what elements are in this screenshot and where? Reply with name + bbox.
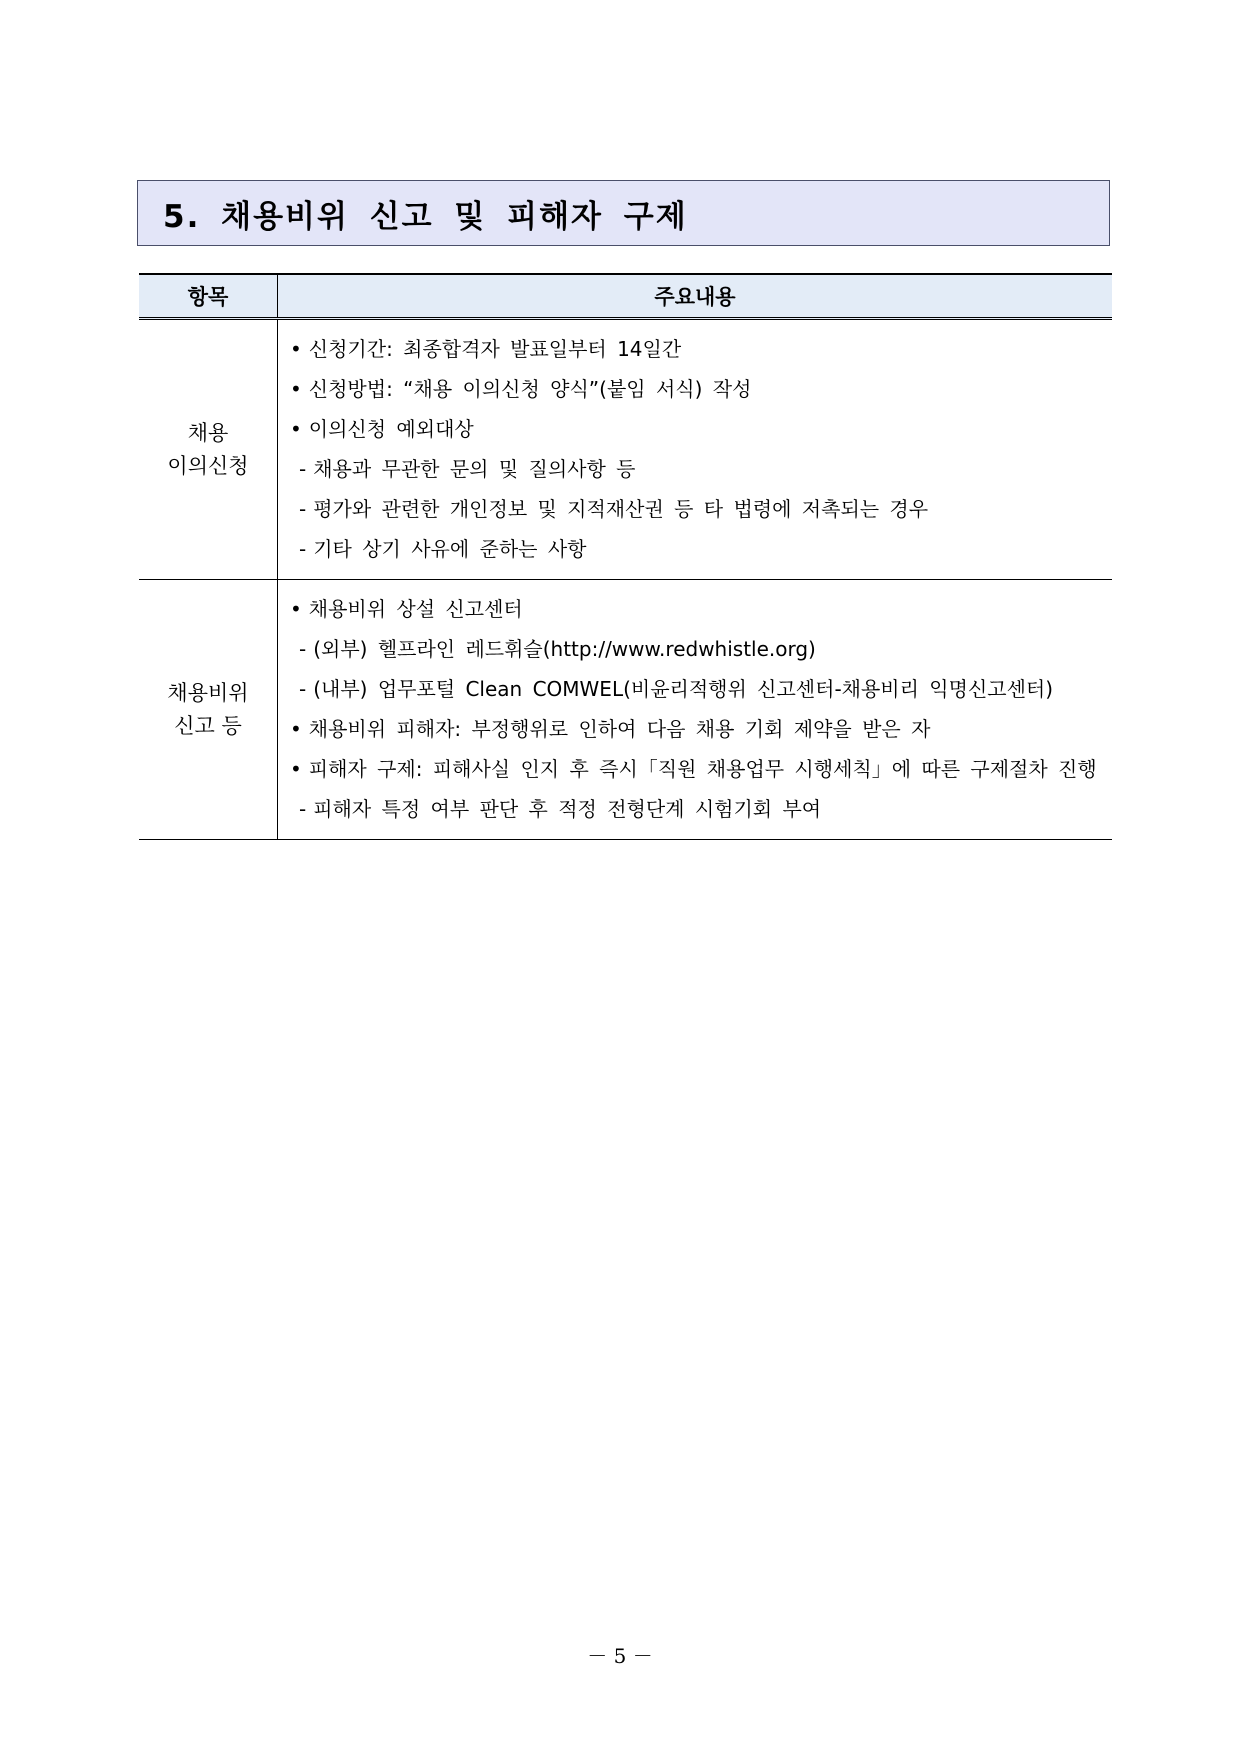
- list-item: [278, 369, 1112, 409]
- list-item-text: 신청기간: 최종합격자 발표일부터 14일간: [308, 337, 682, 361]
- section-heading-box: [137, 180, 1110, 246]
- section-title: 5. 채용비위 신고 및 피해자 구제: [163, 198, 688, 235]
- dash-marker: -: [299, 537, 307, 561]
- sub-list-item: [278, 449, 1112, 489]
- dash-marker: -: [299, 457, 307, 481]
- row-content: [278, 580, 1113, 840]
- table-row: [139, 319, 1112, 580]
- bullet-marker: •: [290, 377, 302, 401]
- list-item: [278, 329, 1112, 369]
- table-row: [139, 580, 1112, 840]
- sub-list-item-text: (내부) 업무포털 Clean COMWEL(비윤리적행위 신고센터-채용비리 익명신고센터): [313, 677, 1054, 701]
- header-content: 주요내용: [278, 274, 1113, 319]
- dash-marker: -: [299, 797, 307, 821]
- dash-marker: -: [299, 677, 307, 701]
- row-content: [278, 319, 1113, 580]
- list-item: [278, 589, 1112, 629]
- sub-list-item-text: 기타 상기 사유에 준하는 사항: [313, 537, 587, 561]
- sub-list-item: [278, 529, 1112, 569]
- row-label: [139, 580, 278, 840]
- list-item: [278, 749, 1112, 789]
- page-number: － 5 －: [587, 1644, 653, 1668]
- sub-list-item-text: (외부) 헬프라인 레드휘슬(http://www.redwhistle.org): [313, 637, 816, 661]
- sub-list-item-text: 채용과 무관한 문의 및 질의사항 등: [313, 457, 636, 481]
- bullet-marker: •: [290, 757, 302, 781]
- dash-marker: -: [299, 637, 307, 661]
- list-item-text: 채용비위 피해자: 부정행위로 인하여 다음 채용 기회 제약을 받은 자: [308, 717, 931, 741]
- sub-list-item-text: 평가와 관련한 개인정보 및 지적재산권 등 타 법령에 저촉되는 경우: [313, 497, 929, 521]
- table-header-row: [139, 274, 1112, 319]
- row-label-line: 채용비위: [167, 680, 249, 705]
- sub-list-item: [278, 789, 1112, 829]
- dash-marker: -: [299, 497, 307, 521]
- list-item: [278, 409, 1112, 449]
- row-label-line: 이의신청: [167, 453, 249, 478]
- header-item: 항목: [139, 274, 278, 319]
- bullet-marker: •: [290, 597, 302, 621]
- bullet-marker: •: [290, 337, 302, 361]
- row-label: [139, 319, 278, 580]
- list-item-text: 이의신청 예외대상: [308, 417, 474, 441]
- bullet-marker: •: [290, 417, 302, 441]
- row-label-line: 신고 등: [174, 713, 242, 738]
- list-item: [278, 709, 1112, 749]
- list-item-text: 신청방법: “채용 이의신청 양식”(붙임 서식) 작성: [308, 377, 752, 401]
- list-item-text: 피해자 구제: 피해사실 인지 후 즉시「직원 채용업무 시행세칙」에 따른 구제절차 진행: [308, 757, 1097, 781]
- list-item-text: 채용비위 상설 신고센터: [308, 597, 523, 621]
- sub-list-item-text: 피해자 특정 여부 판단 후 적정 전형단계 시험기회 부여: [313, 797, 822, 821]
- sub-list-item: [278, 629, 1112, 669]
- sub-list-item: [278, 489, 1112, 529]
- bullet-marker: •: [290, 717, 302, 741]
- row-label-line: 채용: [187, 420, 229, 445]
- sub-list-item: [278, 669, 1112, 709]
- info-table: [139, 273, 1112, 840]
